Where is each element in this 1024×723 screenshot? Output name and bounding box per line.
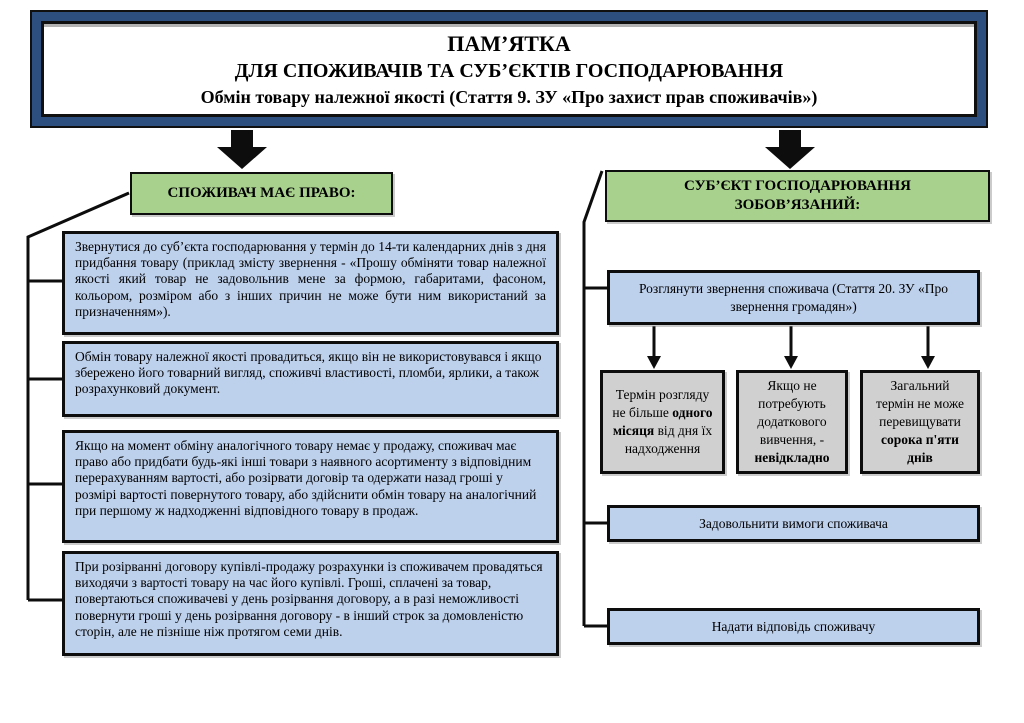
title-inner-frame [41, 21, 977, 117]
consumer-rights-header [130, 172, 393, 215]
consumer-right-4: При розірванні договору купівлі-продажу розрахунки із споживачем провадяться виходячи з вартості товару на час його купівлі. Гроші, сплачені за товар, повертаються споживачеві у день розірвання договору, а в разі неможливості повернути гроші у день розірвання договору - в інший строк за домовленістю сторін, але не пізніше ніж протягом семи днів. [62, 551, 559, 656]
business-duties-header [605, 170, 990, 222]
term-one-month-pre: Термін розгляду не більше [612, 387, 710, 421]
duty-satisfy-demands [607, 505, 980, 542]
business-duties-header-label [684, 177, 911, 215]
term-forty-five-days [860, 370, 980, 474]
flow-arrow-right-icon [765, 130, 815, 169]
consumer-right-3: Якщо на момент обміну аналогічного товару немає у продажу, споживач має право або придбати будь-які інші товари з наявного асортименту з відповідним перерахуванням вартості, або розірвати договір та одержати назад гроші у розмірі вартості повернутого товару, або здійснити обмін товару на аналогічний при першому ж надходженні відповідного товару в продаж. [62, 430, 559, 543]
page-title: ПАМ’ЯТКА [447, 30, 571, 56]
term-immediately-label [747, 377, 837, 466]
consumer-rights-header-label: СПОЖИВАЧ МАЄ ПРАВО: [167, 185, 356, 201]
term-forty-five-days-bold: сорока п'яти днів [881, 431, 959, 465]
page-subtitle: ДЛЯ СПОЖИВАЧІВ ТА СУБ’ЄКТІВ ГОСПОДАРЮВАННЯ [234, 59, 784, 82]
left-connector-stubs [28, 281, 64, 600]
term-one-month [600, 370, 725, 474]
duty-review-request [607, 270, 980, 325]
term-arrows-icon [647, 326, 935, 369]
term-forty-five-days-label [871, 377, 969, 466]
page-subtitle-law: Обмін товару належної якості (Стаття 9. ЗУ «Про захист прав споживачів») [200, 86, 818, 107]
term-immediately-pre: Якщо не потребують додаткового вивчення, - [757, 378, 827, 447]
consumer-right-2: Обмін товару належної якості провадиться, якщо він не використовувався і якщо збережено його товарний вигляд, споживчі властивості, пломби, ярлики, а також розрахунковий документ. [62, 341, 559, 417]
term-immediately [736, 370, 848, 474]
term-forty-five-days-pre: Загальний термін не може перевищувати [875, 378, 965, 430]
title-banner [30, 10, 988, 128]
duty-satisfy-demands-label: Задовольнити вимоги споживача [699, 515, 888, 531]
term-one-month-post: від дня їх надходження [624, 423, 713, 456]
duty-respond-consumer [607, 608, 980, 645]
consumer-right-1: Звернутися до суб’єкта господарювання у термін до 14-ти календарних днів з дня придбання товару (приклад змісту звернення - «Прошу обміняти товар належної якості який товар не задовольнив мене за формою, габаритами, фасоном, кольором, розміром або з інших причин не може бути ним використаний за призначенням»). [62, 231, 559, 335]
business-duties-header-line1: СУБ’ЄКТ ГОСПОДАРЮВАННЯ [683, 178, 912, 194]
duty-respond-consumer-label: Надати відповідь споживачу [711, 618, 876, 634]
duty-review-request-label: Розглянути звернення споживача (Стаття 20. ЗУ «Про звернення громадян») [639, 280, 948, 314]
business-duties-header-line2: ЗОБОВ’ЯЗАНИЙ: [734, 197, 861, 213]
flow-arrow-left-icon [217, 130, 267, 169]
term-one-month-label [611, 386, 714, 457]
term-one-month-bold: одного місяця [612, 405, 713, 438]
term-immediately-bold: невідкладно [754, 449, 830, 465]
